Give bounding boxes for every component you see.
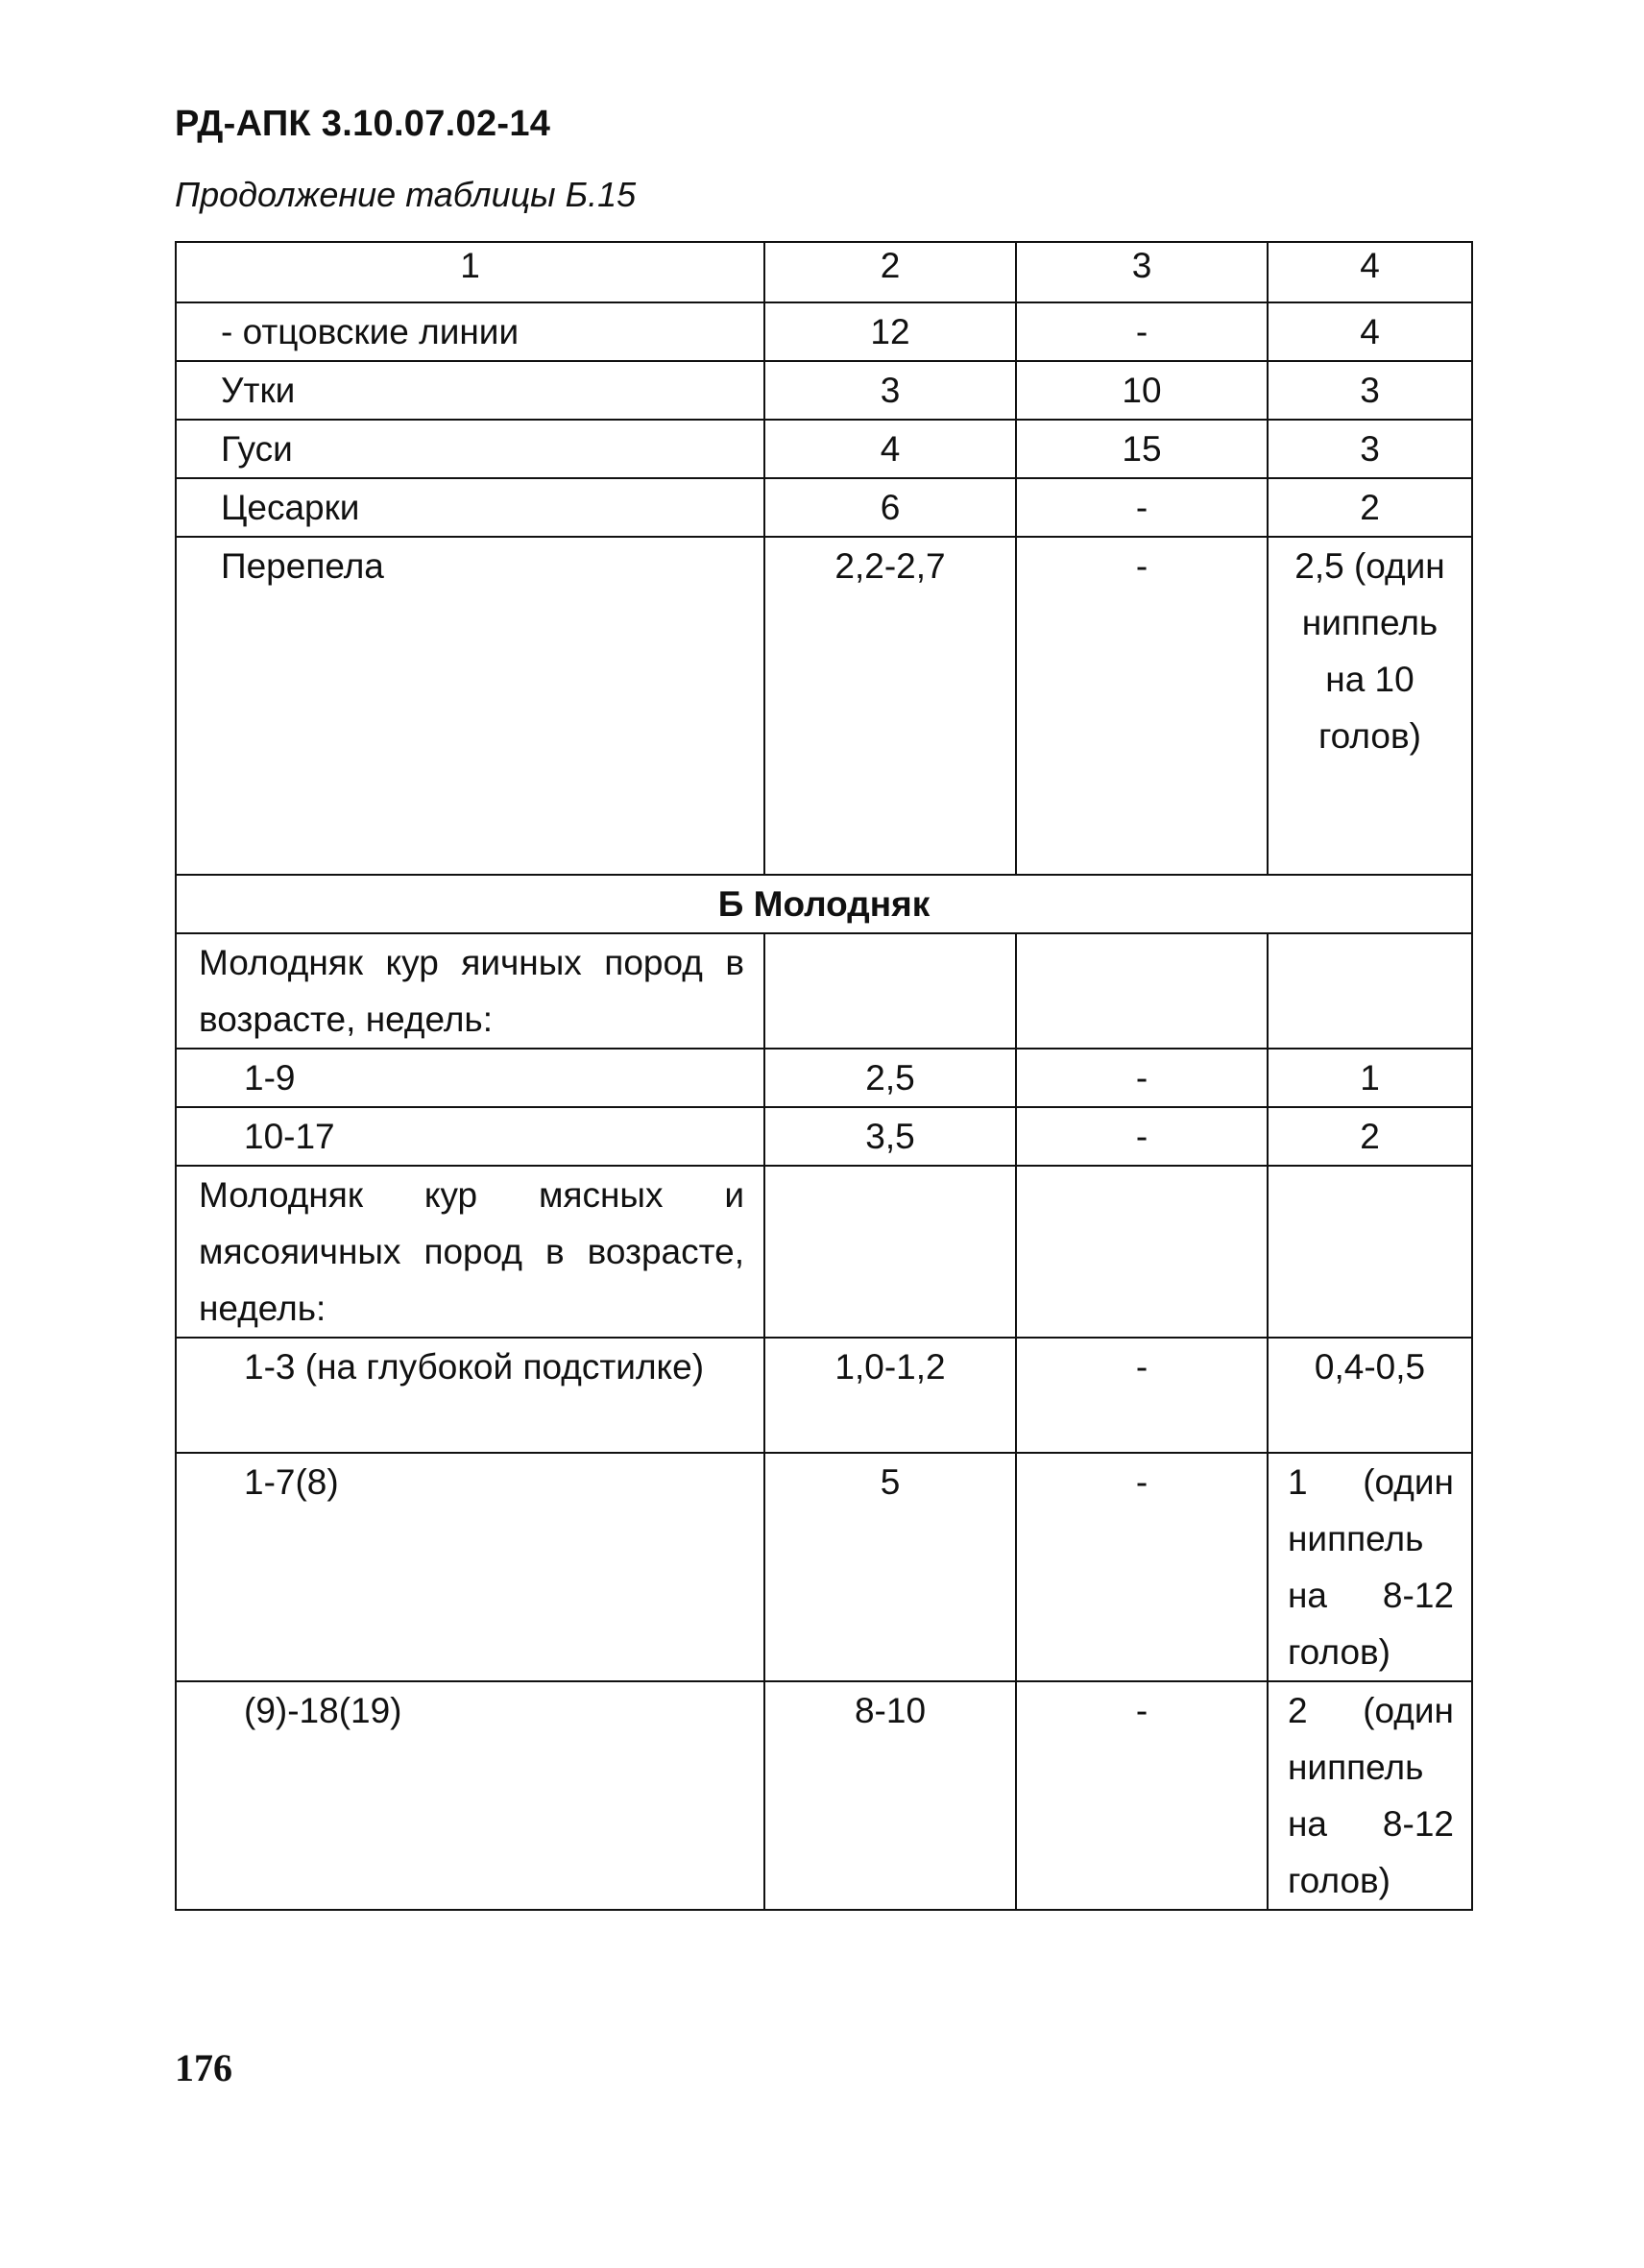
table-cell: 3 [1268, 361, 1472, 420]
table-cell [1268, 933, 1472, 1049]
table-cell: - [1016, 1681, 1268, 1910]
table-row [176, 420, 1472, 478]
table-cell: - [1016, 1049, 1268, 1107]
table-cell: 15 [1016, 420, 1268, 478]
row-label: Перепела [176, 537, 764, 875]
row-label: Утки [176, 361, 764, 420]
row-label: Цесарки [176, 478, 764, 537]
table-cell: 3 [1268, 420, 1472, 478]
column-header: 2 [764, 242, 1016, 302]
document-code: РД-АПК 3.10.07.02-14 [175, 104, 551, 144]
table-cell [1016, 1166, 1268, 1338]
table-cell: 10 [1016, 361, 1268, 420]
table-cell: - [1016, 1453, 1268, 1681]
table-row [176, 1107, 1472, 1166]
row-label: 1-7(8) [176, 1453, 764, 1681]
row-label: 10-17 [176, 1107, 764, 1166]
group-label: Молодняк кур яичных пород в возрасте, недель: [176, 933, 764, 1049]
table-header-row [176, 242, 1472, 302]
table-cell: 2,2-2,7 [764, 537, 1016, 875]
table-cell: - [1016, 1107, 1268, 1166]
table-cell: 3,5 [764, 1107, 1016, 1166]
table-cell: 0,4-0,5 [1268, 1338, 1472, 1453]
row-label: 1-3 (на глубокой подстилке) [176, 1338, 764, 1453]
table-cell [1016, 933, 1268, 1049]
table-cell: - [1016, 1338, 1268, 1453]
table-cell: 3 [764, 361, 1016, 420]
table-cell: - [1016, 478, 1268, 537]
group-row [176, 1166, 1472, 1338]
table-cell: 4 [764, 420, 1016, 478]
table-row [176, 361, 1472, 420]
table-cell [764, 1166, 1016, 1338]
row-label: 1-9 [176, 1049, 764, 1107]
table-cell: 2 [1268, 478, 1472, 537]
row-label: - отцовские линии [176, 302, 764, 361]
section-row [176, 875, 1472, 933]
table-cell: 12 [764, 302, 1016, 361]
table-row [176, 302, 1472, 361]
table-row [176, 1453, 1472, 1681]
row-label: (9)-18(19) [176, 1681, 764, 1910]
table-row [176, 478, 1472, 537]
section-heading: Б Молодняк [176, 875, 1472, 933]
table-cell: 2,5 [764, 1049, 1016, 1107]
table-cell: - [1016, 302, 1268, 361]
table-caption: Продолжение таблицы Б.15 [175, 175, 637, 214]
table-cell: 5 [764, 1453, 1016, 1681]
group-row [176, 933, 1472, 1049]
table-cell: 4 [1268, 302, 1472, 361]
table-row [176, 1681, 1472, 1910]
table-cell: 1 (один ниппель на 8-12 голов) [1268, 1453, 1472, 1681]
table-row [176, 537, 1472, 875]
table-row [176, 1338, 1472, 1453]
table-cell: 1,0-1,2 [764, 1338, 1016, 1453]
table-cell [1268, 1166, 1472, 1338]
table-cell: 2 (один ниппель на 8-12 голов) [1268, 1681, 1472, 1910]
row-label: Гуси [176, 420, 764, 478]
page-number: 176 [175, 2046, 232, 2089]
table-cell: 6 [764, 478, 1016, 537]
column-header: 1 [176, 242, 764, 302]
data-table [175, 241, 1473, 1911]
table-cell: 1 [1268, 1049, 1472, 1107]
column-header: 4 [1268, 242, 1472, 302]
table-cell: - [1016, 537, 1268, 875]
column-header: 3 [1016, 242, 1268, 302]
table-cell: 2,5 (один ниппель на 10 голов) [1268, 537, 1472, 875]
group-label: Молодняк кур мясных и мясояичных пород в возрасте, недель: [176, 1166, 764, 1338]
table-row [176, 1049, 1472, 1107]
table-cell: 2 [1268, 1107, 1472, 1166]
table-cell: 8-10 [764, 1681, 1016, 1910]
table-cell [764, 933, 1016, 1049]
